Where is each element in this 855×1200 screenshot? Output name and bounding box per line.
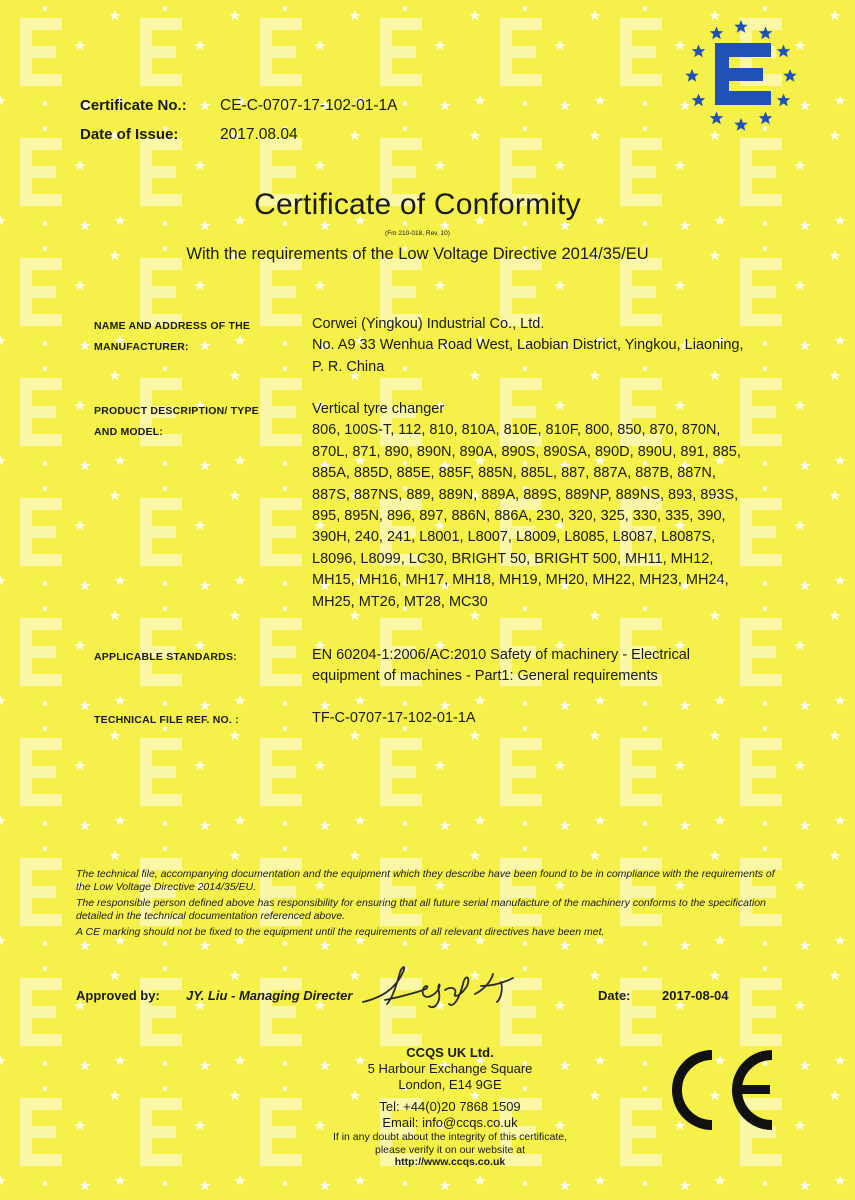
form-reference: (Fm 210-018, Rev. 10) bbox=[385, 230, 450, 237]
manufacturer-label-line: MANUFACTURER: bbox=[94, 341, 189, 353]
approver-name: JY. Liu - Managing Directer bbox=[186, 988, 353, 1003]
model-list-line: MH15, MH16, MH17, MH18, MH19, MH20, MH22, MH23, MH24, bbox=[312, 572, 729, 589]
issuer-name: CCQS UK Ltd. bbox=[406, 1045, 494, 1060]
ce-mark-text: CE bbox=[720, 1090, 722, 1091]
manufacturer-name: Corwei (Yingkou) Industrial Co., Ltd. bbox=[312, 316, 545, 332]
model-list-line: MH25, MT26, MT28, MC30 bbox=[312, 593, 488, 610]
ce-mark-icon bbox=[660, 1045, 780, 1135]
model-list-line: L8096, L8099, LC30, BRIGHT 50, BRIGHT 500, MH11, MH12, bbox=[312, 550, 714, 567]
standards-label: APPLICABLE STANDARDS: bbox=[94, 651, 237, 663]
approval-date: 2017-08-04 bbox=[662, 988, 729, 1003]
note-paragraph: The responsible person defined above has responsibility for ensuring that all future serial manufacture of the machinery conforms to the specification detailed in the technical documentation referenced above. bbox=[76, 897, 766, 922]
verification-note: If in any doubt about the integrity of this certificate, bbox=[332, 1131, 568, 1143]
certificate-number: CE-C-0707-17-102-01-1A bbox=[220, 97, 398, 114]
directive-subtitle: With the requirements of the Low Voltage Directive 2014/35/EU bbox=[186, 245, 649, 263]
technical-file-label: TECHNICAL FILE REF. NO. : bbox=[94, 714, 239, 726]
issuer-website-link[interactable]: http://www.ccqs.co.uk bbox=[394, 1156, 506, 1168]
approved-by-label: Approved by: bbox=[76, 988, 160, 1003]
manufacturer-value bbox=[312, 314, 772, 378]
issuer-phone: Tel: +44(0)20 7868 1509 bbox=[379, 1099, 521, 1114]
model-list-line: 895, 895N, 896, 897, 886N, 886A, 230, 320, 325, 330, 335, 390, bbox=[312, 508, 726, 525]
issuer-block bbox=[290, 1045, 610, 1169]
product-label bbox=[94, 401, 294, 443]
model-list-line: 870L, 871, 890, 890N, 890A, 890S, 890SA, 890D, 890U, 891, 885, bbox=[312, 443, 741, 460]
standards-value bbox=[312, 645, 772, 688]
note-paragraph: The technical file, accompanying documentation and the equipment which they describe have been found to be in compliance with the requirements of the Low Voltage Directive 2014/35/EU. bbox=[76, 868, 775, 893]
technical-file-ref: TF-C-0707-17-102-01-1A bbox=[312, 710, 476, 726]
date-of-issue-label: Date of Issue: bbox=[80, 126, 179, 143]
date-of-issue-row bbox=[80, 126, 298, 144]
certificate-number-row bbox=[80, 97, 397, 115]
manufacturer-country: P. R. China bbox=[312, 358, 385, 375]
model-list-line: 885A, 885D, 885E, 885F, 885N, 885L, 887, 887A, 887B, 887N, bbox=[312, 465, 716, 482]
product-label-line: PRODUCT DESCRIPTION/ TYPE bbox=[94, 405, 259, 417]
manufacturer-address: No. A9 33 Wenhua Road West, Laobian District, Yingkou, Liaoning, bbox=[312, 337, 744, 354]
issuer-email: Email: info@ccqs.co.uk bbox=[382, 1115, 518, 1130]
product-value bbox=[312, 399, 772, 613]
issuer-address: London, E14 9GE bbox=[398, 1077, 502, 1092]
approval-date-label: Date: bbox=[598, 988, 631, 1003]
product-description: Vertical tyre changer bbox=[312, 401, 445, 417]
model-list-line: 390H, 240, 241, L8001, L8007, L8009, L8085, L8087, L8087S, bbox=[312, 529, 716, 546]
manufacturer-label-line: NAME AND ADDRESS OF THE bbox=[94, 320, 251, 332]
compliance-notes bbox=[76, 868, 786, 943]
product-label-line: AND MODEL: bbox=[94, 426, 164, 438]
model-list-line: 806, 100S-T, 112, 810, 810A, 810E, 810F, 800, 850, 870, 870N, bbox=[312, 422, 721, 439]
verification-note: please verify it on our website at bbox=[375, 1143, 525, 1156]
model-list-line: 887S, 887NS, 889, 889N, 889A, 889S, 889NP, 889NS, 893, 893S, bbox=[312, 486, 739, 503]
issuer-address: 5 Harbour Exchange Square bbox=[367, 1061, 533, 1076]
signature-icon bbox=[355, 960, 545, 1012]
date-of-issue: 2017.08.04 bbox=[220, 126, 298, 143]
document-title: Certificate of Conformity bbox=[254, 188, 581, 221]
note-paragraph: A CE marking should not be fixed to the equipment until the requirements of all relevant directives have been met. bbox=[76, 926, 605, 938]
manufacturer-label bbox=[94, 316, 294, 358]
standard-line: EN 60204-1:2006/AC:2010 Safety of machinery - Electrical bbox=[312, 647, 691, 663]
certificate-number-label: Certificate No.: bbox=[80, 97, 187, 114]
standard-line: equipment of machines - Part1: General requirements bbox=[312, 668, 658, 685]
ccqs-e-star-logo-icon bbox=[682, 17, 800, 135]
